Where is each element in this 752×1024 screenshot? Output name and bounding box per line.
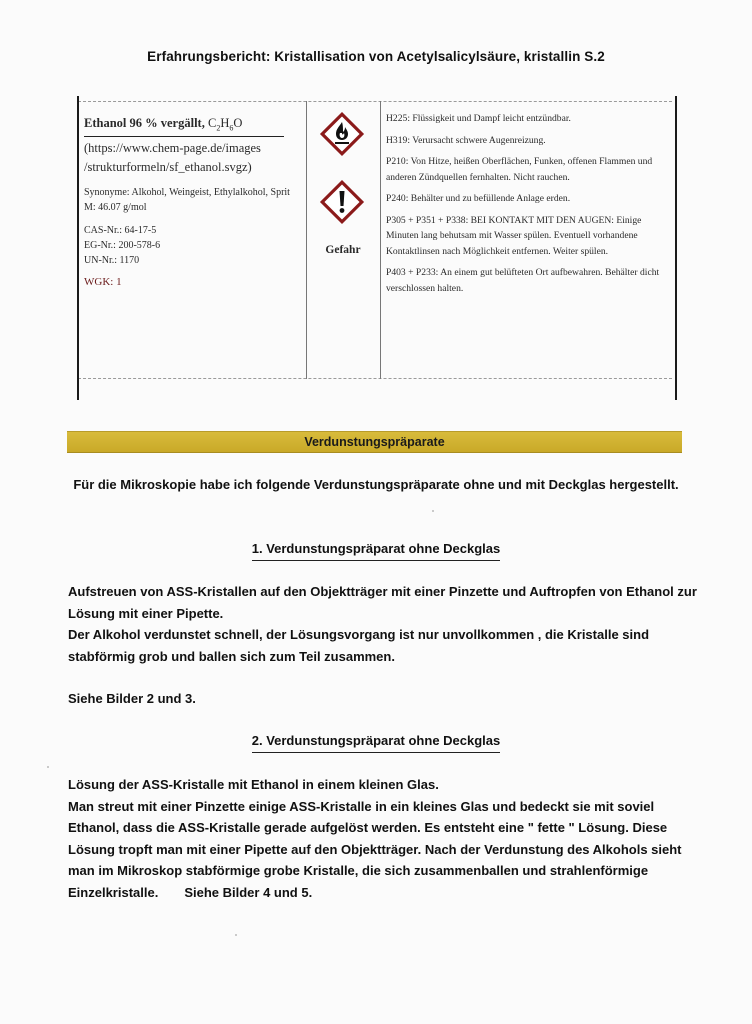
preparation1-text: Aufstreuen von ASS-Kristallen auf den Objektträger mit einer Pinzette und Auftropfen von Ethanol zur Lösung mit einer Pipette. Der Alkohol verdunstet schnell, der Lösungsvorgang ist nur unvollkommen , die Kristalle sind stabförmig grob und ballen sich zum Teil zusammen. [68,584,697,664]
statement-p403: P403 + P233: An einem gut belüfteten Ort aufbewahren. Behälter dicht verschlossen halten. [386,267,660,294]
statement-h319: H319: Verursacht schwere Augenreizung. [386,134,546,146]
preparation2-reference: Siehe Bilder 4 und 5. [184,884,313,900]
statement-p305: P305 + P351 + P338: BEI KONTAKT MIT DEN AUGEN: Einige Minuten lang behutsam mit Wasser spülen. Eventuell vorhandene Kontaktlinsen nach Möglichkeit entfernen. Weiter spülen. [386,214,642,257]
substance-column [84,114,304,288]
exclamation-mark-icon [319,179,365,225]
flame-icon [319,111,365,157]
statement-p210: P210: Von Hitze, heißen Oberflächen, Funken, offenen Flammen und anderen Zündquellen fernhalten. Nicht rauchen. [386,156,653,183]
chemical-formula: $C_2H_6O$ [207,116,243,133]
scan-speck [432,510,434,512]
section-header-band: Verdunstungspräparate [67,431,682,453]
scan-speck [235,934,237,936]
preparation1-reference: Siehe Bilder 2 und 3. [68,691,196,706]
safety-data-table [66,96,680,400]
pictogram-column [307,101,379,379]
table-left-border [77,96,79,400]
molar-mass: M: 46.07 g/mol [84,201,147,213]
eg-number: EG-Nr.: 200-578-6 [84,239,161,251]
substance-name: Ethanol 96 % vergällt, $C_2H_6O$ [84,116,284,137]
un-number: UN-Nr.: 1170 [84,254,140,266]
table-right-border [675,96,677,400]
hazard-statements [386,111,671,302]
page-title: Erfahrungsbericht: Kristallisation von Acetylsalicylsäure, kristallin S.2 [147,49,605,64]
statement-h225: H225: Flüssigkeit und Dampf leicht entzündbar. [386,113,571,124]
preparation2-text: Lösung der ASS-Kristalle mit Ethanol in einem kleinen Glas. Man streut mit einer Pinzette einige ASS-Kristalle in ein kleines Glas und bedeckt sie mit soviel Ethanol, dass die ASS-Kristalle gerade aufgelöst werden. Es entsteht eine " fette " Lösung. Diese Lösung tropft man mit einer Pipette auf den Objektträger. Nach der Verdunstung des Alkohols sieht man im Mikroskop stabförmige grobe Kristalle, die sich zusammenballen und strahlenförmige Einzelkristalle. Siehe Bilder 4 und 5. [68,777,682,900]
statement-p240: P240: Behälter und zu befüllende Anlage erden. [386,193,571,204]
scan-speck [47,766,49,768]
preparation1-heading: 1. Verdunstungspräparat ohne Deckglas [0,541,752,561]
column-divider [380,101,381,379]
cas-number: CAS-Nr.: 64-17-5 [84,224,157,236]
signal-word: Gefahr [325,244,361,256]
intro-text: Für die Mikroskopie habe ich folgende Verdunstungspräparate ohne und mit Deckglas hergestellt. [73,477,679,492]
synonyms: Synonyme: Alkohol, Weingeist, Ethylalkohol, Sprit [84,186,290,198]
structure-source: (https://www.chem-page.de/images /strukturformeln/sf_ethanol.svgz) [84,140,261,174]
preparation2-heading: 2. Verdunstungspräparat ohne Deckglas [0,733,752,753]
water-hazard-class: WGK: 1 [84,275,122,288]
